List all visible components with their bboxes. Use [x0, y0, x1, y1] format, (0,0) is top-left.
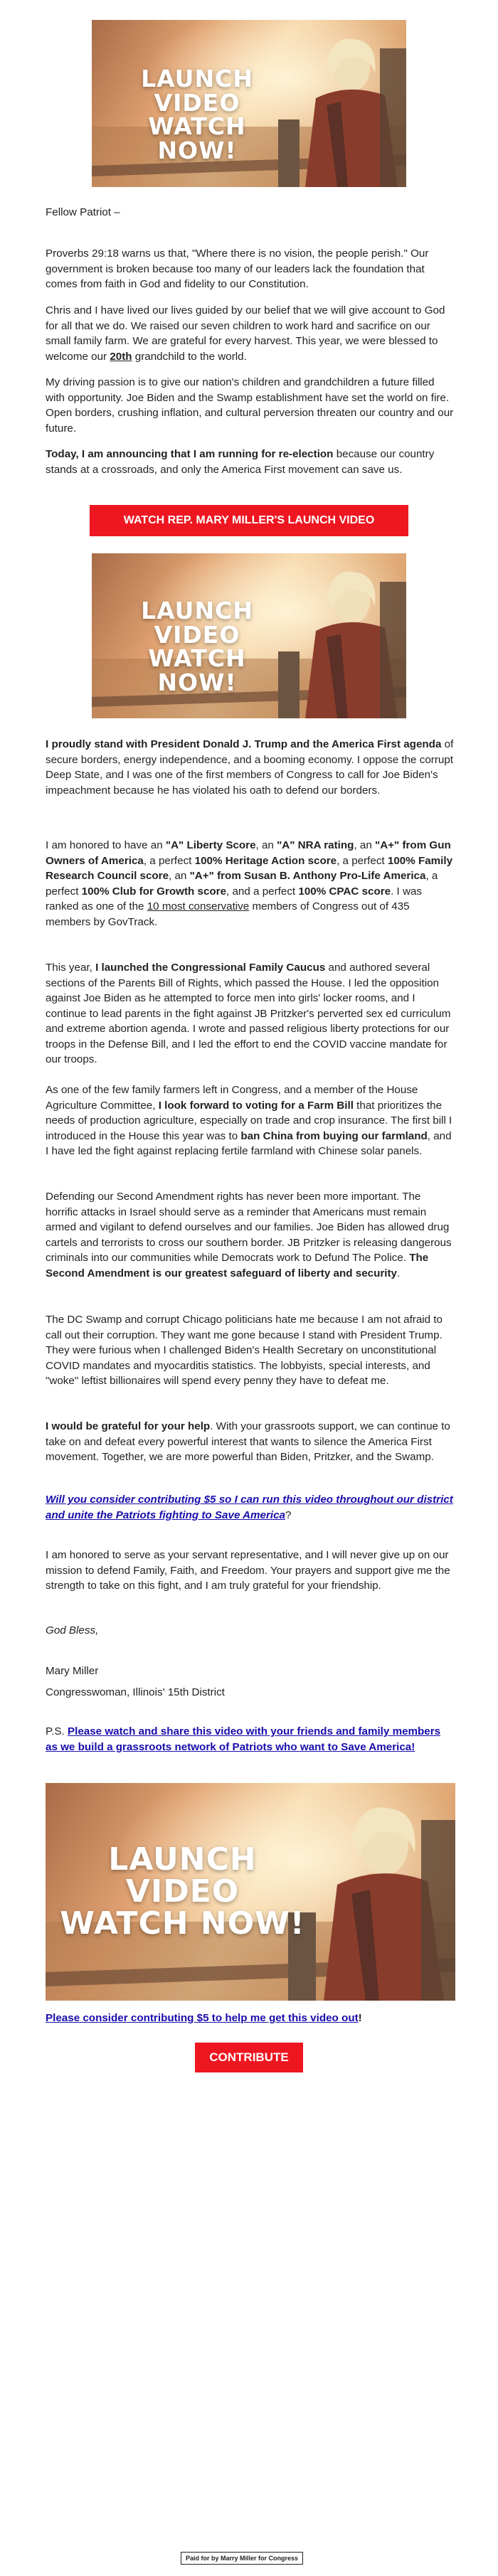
banner-line-1: LAUNCH VIDEO [108, 1841, 257, 1910]
launch-video-banner-bottom[interactable] [46, 1783, 455, 2001]
announcement-rest: because our country stands at a crossroads, and only the America First movement can save us. [46, 448, 435, 476]
club-for-growth-score: 100% Club for Growth score [81, 885, 227, 898]
ratings-text: members of Congress out of 435 members by GovTrack. [46, 900, 410, 928]
frc-score: 100% Family Research Council score [46, 854, 453, 882]
contribute-link-b: so I can run this video throughout our district and unite the Patriots fighting to Save America [46, 1494, 453, 1521]
grateful-rest: . With your grassroots support, we can continue to take on and defeat every powerful interest that wants to silence the America First movement. Together, we are more powerful than Biden, Pritzker, and the Swamp. [46, 1420, 450, 1463]
contribute-question-mark: ? [285, 1508, 292, 1521]
trump-agenda-rest: of secure borders, energy independence, and a booming economy. I oppose the corrupt Deep State, and I was one of the first members of Congress to call for Joe Biden's impeachment because he has violated his oath to defend our borders. [46, 738, 454, 797]
banner-line-2: WATCH NOW! [148, 112, 246, 164]
paragraph-honored: I am honored to serve as your servant representative, and I will never give up on our mission to defend Family, Faith, and Freedom. Your prayers and support give me the strength to take on this fight, and I am truly grateful for your friendship. [46, 1549, 450, 1592]
grateful-bold: I would be grateful for your help [46, 1420, 211, 1432]
greeting: Fellow Patriot – [46, 206, 120, 218]
contribute-five-link[interactable] [46, 1494, 453, 1521]
grandchild-count: 20th [110, 350, 132, 363]
paragraph-grateful [46, 1419, 455, 1465]
ban-china-bold: ban China from buying our farmland [240, 1129, 428, 1142]
bottom-link-suffix: ! [358, 2012, 362, 2024]
ratings-text: , an [354, 839, 375, 851]
most-conservative-link[interactable]: 10 most conservative [147, 900, 250, 912]
family-text-a: Chris and I have lived our lives guided by our belief that we will give account to God for all that we do. We raised our seven children to work hard and sacrifice on our small family farm. We are grateful for every harvest. This year, we were blessed to welcome our [46, 304, 445, 363]
farm-text: , and I have led the fight against replacing fertile farmland with Chinese solar panels. [46, 1129, 452, 1157]
bottom-contribute-link[interactable]: Please consider contributing $5 to help me get this video out [46, 2012, 359, 2024]
watch-launch-video-button[interactable]: WATCH REP. MARY MILLER'S LAUNCH VIDEO [90, 505, 408, 536]
paragraph-farm-bill [46, 1082, 455, 1159]
caucus-bold: I launched the Congressional Family Caucus [95, 962, 326, 974]
paragraph-passion: My driving passion is to give our nation's children and grandchildren a future filled with opportunity. Joe Biden and the Swamp establishment have set the world on fire. Open borders, crushing inflation, and cultural perversion threaten our country and our future. [46, 376, 454, 435]
paragraph-contribute-ask [46, 1492, 455, 1523]
sba-rating: "A+" from Susan B. Anthony Pro-Life America [189, 870, 426, 882]
signoff-closing: God Bless, [46, 1624, 99, 1636]
heritage-score: 100% Heritage Action score [194, 854, 337, 867]
nra-rating: "A" NRA rating [277, 839, 354, 851]
paragraph-ratings [46, 838, 455, 930]
paragraph-family-caucus [46, 960, 455, 1068]
paragraph-trump-agenda [46, 737, 455, 798]
caucus-text: This year, [46, 962, 96, 974]
signoff-name: Mary Miller [46, 1665, 99, 1677]
bottom-contribute-line [46, 2011, 455, 2026]
second-amendment-bold: The Second Amendment is our greatest safeguard of liberty and security [46, 1252, 429, 1279]
second-amendment-text: . [397, 1267, 401, 1279]
launch-video-banner-middle[interactable] [92, 553, 406, 718]
launch-video-banner-top[interactable] [92, 20, 406, 187]
banner-launch-title [60, 1841, 305, 1942]
ps-prefix: P.S. [46, 1725, 68, 1737]
ratings-text: I am honored to have an [46, 839, 166, 851]
farm-text: As one of the few family farmers left in Congress, and a member of the House Agriculture Committee, [46, 1084, 418, 1112]
ratings-text: , an [255, 839, 277, 851]
paragraph-second-amendment [46, 1189, 455, 1281]
paragraph-family [46, 303, 455, 364]
ratings-text: , and a perfect [226, 885, 299, 898]
announcement-bold: Today, I am announcing that I am running for re-election [46, 448, 334, 460]
liberty-score: "A" Liberty Score [165, 839, 256, 851]
ratings-text: . I was ranked as one of the [46, 885, 422, 912]
banner-line-2: WATCH NOW! [148, 644, 246, 696]
signoff-title: Congresswoman, Illinois' 15th District [46, 1686, 225, 1698]
trump-agenda-bold: I proudly stand with President Donald J. Trump and the America First agenda [46, 738, 442, 750]
ratings-text: , an [169, 870, 190, 882]
goa-rating: "A+" from Gun Owners of America [46, 839, 451, 867]
paragraph-proverbs: Proverbs 29:18 warns us that, "Where there is no vision, the people perish." Our government is broken because too many of our leaders lack the foundation that comes from faith in God and fidelity to our Constitution. [46, 248, 429, 290]
banner-line-1: LAUNCH VIDEO [141, 65, 253, 117]
ratings-text: , a perfect [337, 854, 388, 867]
banner-line-1: LAUNCH VIDEO [141, 597, 253, 649]
farm-bill-bold: I look forward to voting for a Farm Bill [158, 1099, 354, 1112]
paid-for-disclaimer: Paid for by Marry Miller for Congress [181, 2552, 303, 2565]
contribute-link-a: Will you consider contributing $5 [46, 1494, 216, 1506]
paragraph-dc-swamp: The DC Swamp and corrupt Chicago politicians hate me because I am not afraid to call out their corruption. They want me gone because I stand with President Trump. They were furious when I challenged Biden's Health Secretary on unconstitutional COVID mandates and myocarditis statistics. The lobbyists, special interests, and "woke" leftist billionaires will spend every penny they have to defeat me. [46, 1314, 443, 1387]
paragraph-announcement [46, 447, 455, 477]
farm-text: that prioritizes the needs of production agriculture, especially on trade and crop insurance. The first bill I introduced in the House this year was to [46, 1099, 452, 1142]
caucus-text: and authored several sections of the Parents Bill of Rights, which passed the House. I led the opposition against Joe Biden as he attempted to force men into girls' locker rooms, and I continue to lead parents in the fight against JB Pritzker's perverted sex ed curriculum and extreme abortion agenda. I wrote and passed religious liberty protections for our troops in the Defense Bill, and I led the effort to end the COVID vaccine mandate for our troops. [46, 962, 451, 1065]
ratings-text: , a perfect [143, 854, 195, 867]
banner-launch-title [105, 67, 290, 163]
banner-line-2: WATCH NOW! [60, 1905, 305, 1942]
second-amendment-text: Defending our Second Amendment rights has never been more important. The horrific attacks in Israel should serve as a reminder that Americans must remain armed and vigilant to defend ourselves and our families. Joe Biden has allowed drug cartels and terrorists to cross our southern border. JB Pritzker is releasing dangerous criminals into our communities while Democrats work to Defund The Police. [46, 1191, 452, 1264]
cpac-score: 100% CPAC score [298, 885, 391, 898]
ratings-text: , a perfect [46, 870, 438, 898]
contribute-button[interactable]: CONTRIBUTE [195, 2043, 303, 2072]
family-text-c: grandchild to the world. [132, 350, 247, 363]
postscript [46, 1724, 455, 1755]
share-video-link[interactable]: Please watch and share this video with your friends and family members as we build a grassroots network of Patriots who want to Save America! [46, 1725, 441, 1753]
banner-launch-title [105, 599, 290, 695]
